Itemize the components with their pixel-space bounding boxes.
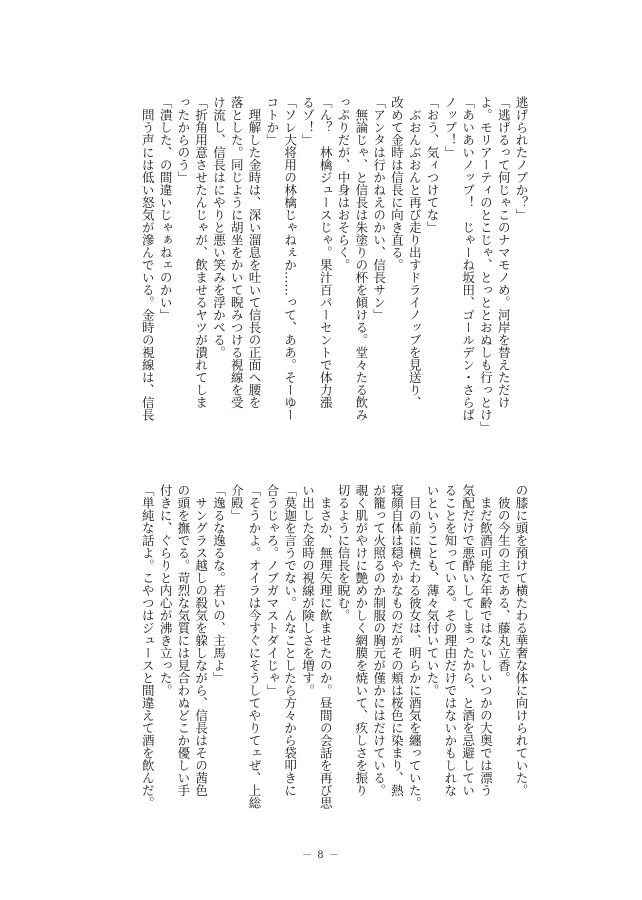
- text-column: い出した金時の視線が険しさを増す。: [300, 484, 316, 697]
- text-column: 寝顔自体は穏やかなものだがその頬は桜色に染まり、熱: [389, 484, 405, 797]
- upper-text-block: [138, 96, 530, 434]
- text-column: ることを知っている。その理由だけではないかもしれな: [442, 484, 458, 797]
- page-number: － 8 －: [302, 850, 340, 861]
- text-column: まだ飲酒可能な年齢ではないしいつかの大奥では漂う: [478, 484, 494, 797]
- text-column: 「ん？ 林檎ジュースじゃ。果汁百パーセントで体力漲: [318, 96, 334, 409]
- text-column: いということも、薄々気付いていた。: [425, 484, 441, 697]
- text-column: 「アンタは行かねえのかい、信長サン」: [371, 96, 387, 321]
- text-column: の頭を撫でる。苛烈な気質には見合わぬどこか優しい手: [175, 484, 191, 797]
- text-column: ったからのう」: [175, 96, 191, 184]
- text-column: っぷりだが、中身はおそらく。: [336, 96, 352, 271]
- text-column: 覗く肌がやけに艶めかしく網膜を焼いて、疚しさを振り: [353, 484, 369, 797]
- text-column: 彼の今生の主である、藤丸立香。: [496, 484, 512, 684]
- text-column: よ。モリアーティのとこじゃ、とっととおぬしも行っとけ」: [478, 96, 494, 434]
- text-column: 「潰した、の間違いじゃぁねェのかい」: [158, 96, 174, 321]
- lower-text-block: [138, 484, 530, 819]
- text-column: 問う声には低い怒気が滲んでいる。金時の視線は、信長: [140, 96, 156, 421]
- text-column: の膝に頭を預けて横たわる華奢な体に向けられていた。: [514, 484, 529, 797]
- text-column: が籠って火照るのか制服の胸元が僅かにはだけている。: [371, 484, 387, 797]
- text-column: 付きに、ぐらりと内心が沸き立った。: [158, 484, 174, 697]
- text-column: 目の前に横たわる彼女は、明らかに酒気を纏っていた。: [407, 484, 423, 809]
- text-column: 「おう、気ィつけてな」: [425, 96, 441, 234]
- text-column: 「あいあいノッブ！ じゃーね坂田、ゴールデン・さらば: [460, 96, 476, 421]
- text-column: ノッブ！」: [442, 96, 458, 159]
- text-column: ぶおんぶおんと再び走り出すドライノッブを見送り、: [407, 96, 423, 409]
- text-column: 「ソレ大将用の林檎じゃねぇか……って、ああ。そーゆー: [282, 96, 298, 421]
- text-column: 改めて金時は信長に向き直る。: [389, 96, 405, 271]
- text-column: るゾ！」: [300, 96, 316, 146]
- text-column: 介殿」: [229, 484, 245, 522]
- text-column: 「逃げるって何じゃこのナマモノめ。河岸を替えただけ: [496, 96, 512, 409]
- text-column: 逃げられたノブか？」: [514, 96, 529, 221]
- text-column: 落とした。同じように胡坐をかいて睨みつける視線を受: [229, 96, 245, 409]
- text-column: サングラス越しの殺気を躱しながら、信長はその茜色: [193, 484, 209, 797]
- text-column: 「単純な話よ。こやつはジュースと間違えて酒を飲んだ。: [140, 484, 156, 809]
- text-column: 理解した金時は、深い溜息を吐いて信長の正面へ腰を: [247, 96, 263, 409]
- text-column: 気配だけで悪酔いしてしまったから、と酒を忌避してい: [460, 484, 476, 797]
- text-column: 「逸るな逸るな。若いの、主馬よ」: [211, 484, 227, 684]
- text-column: 「そうかよ。オイラは今すぐにそうしてやりてェぜ、上総: [247, 484, 263, 809]
- text-column: け流し、信長はにやりと悪い笑みを浮かべる。: [211, 96, 227, 359]
- text-column: 「莫迦を言うでない。んなことしたら方々から袋叩きに: [282, 484, 298, 797]
- text-column: 「折角用意させたんじゃが、飲ませるヤツが潰れてしま: [193, 96, 209, 409]
- text-column: まさか、無理矢理に飲ませたのか。昼間の会話を再び思: [318, 484, 334, 809]
- text-column: 合うじゃろ。ノブガマストダイじゃ」: [264, 484, 280, 697]
- text-column: 無論じゃ、と信長は朱塗りの杯を傾ける。堂々たる飲み: [353, 96, 369, 421]
- text-column: コトか」: [264, 96, 280, 146]
- text-column: 切るように信長を睨む。: [336, 484, 352, 622]
